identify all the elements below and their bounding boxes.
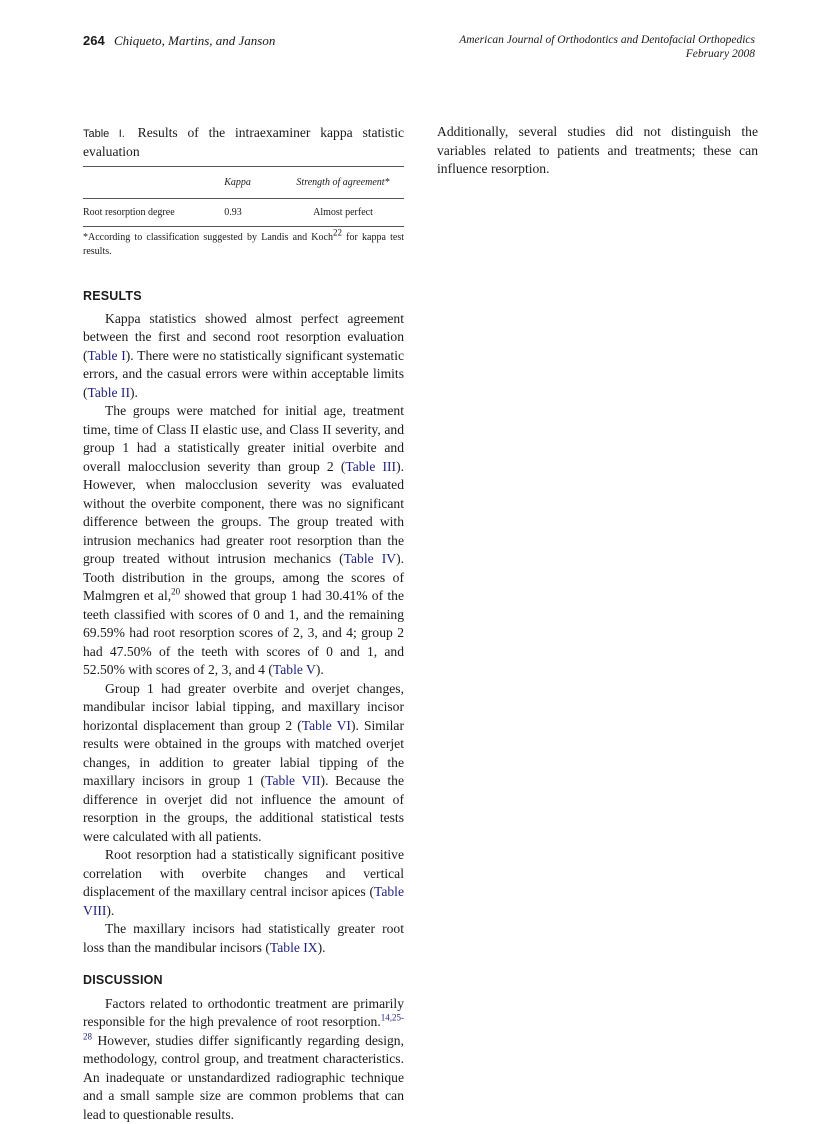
running-header [83, 33, 755, 73]
table-row [83, 198, 404, 227]
discussion-paragraph-1-continued [437, 123, 758, 179]
text: Factors related to orthodontic treatment are primarily responsible for the high prevalence of root resorption. [83, 996, 404, 1030]
issue-date: February 2008 [459, 47, 755, 61]
results-paragraph-3 [83, 680, 404, 847]
text: ). There were no statistically significant systematic errors, and the casual errors were within acceptable limits ( [83, 348, 404, 400]
table-link[interactable]: Table II [88, 385, 130, 400]
header-authors: Chiqueto, Martins, and Janson [114, 33, 275, 48]
journal-name: American Journal of Orthodontics and Dentofacial Orthopedics [459, 33, 755, 47]
footnote-text-end: for kappa test results. [83, 232, 404, 257]
text: Kappa statistics showed almost perfect agreement between the first and second root resorption evaluation ( [83, 311, 404, 363]
text: ). [316, 662, 324, 677]
table-1 [83, 166, 404, 227]
text: The groups were matched for initial age, treatment time, time of Class II elastic use, and Class II severity, and group 1 had a statistically greater initial overbite and overall malocclusion severity than group 2 ( [83, 403, 404, 474]
header-left [83, 33, 275, 49]
table-1-label: Table I. [83, 128, 125, 140]
table-link[interactable]: Table VII [265, 773, 320, 788]
left-column [83, 124, 404, 1124]
results-paragraph-5 [83, 920, 404, 957]
column-header-strength: Strength of agreement* [282, 167, 404, 199]
text: However, studies differ significantly regarding design, methodology, control group, and treatment characteristics. An inadequate or unstandardized radiographic technique and a small sample size are common problems that can lead to questionable results. [83, 1033, 404, 1122]
discussion-paragraph-1-start [83, 995, 404, 1124]
page-number: 264 [83, 33, 105, 48]
section-heading-results: RESULTS [83, 287, 404, 306]
results-paragraph-2 [83, 402, 404, 680]
strength-value: Almost perfect [282, 198, 404, 227]
footnote-ref: 22 [333, 228, 342, 238]
text: ). However, when malocclusion severity was evaluated without the overbite component, there was no significant difference between the groups. The group treated with intrusion mechanics had greater root resorption than the group treated without intrusion mechanics ( [83, 459, 404, 567]
text: showed that group 1 had 30.41% of the teeth classified with scores of 0 and 1, and the remaining 69.59% had root resorption scores of 2, 3, and 4; group 2 had 47.50% of the teeth with scores of 0 and 1, and 52.50% with scores of 2, 3, and 4 ( [83, 588, 404, 677]
column-header-kappa: Kappa [224, 167, 282, 199]
header-right [459, 33, 755, 61]
table-link[interactable]: Table IX [270, 940, 318, 955]
citation-link[interactable]: 14,25-28 [83, 1012, 404, 1041]
table-1-title: Results of the intraexaminer kappa statistic evaluation [83, 125, 404, 159]
text: ). Similar results were obtained in the groups with matched overjet changes, in addition to greater labial tipping of the maxillary incisors in group 1 ( [83, 718, 404, 789]
table-1-caption [83, 124, 404, 160]
text: ). [130, 385, 138, 400]
table-link[interactable]: Table V [273, 662, 316, 677]
text: ). Tooth distribution in the groups, among the scores of Malmgren et al, [83, 551, 404, 603]
table-link[interactable]: Table IV [344, 551, 396, 566]
section-heading-discussion: DISCUSSION [83, 971, 404, 990]
right-column [437, 123, 758, 179]
table-link[interactable]: Table I [88, 348, 126, 363]
table-link[interactable]: Table VI [302, 718, 351, 733]
table-link[interactable]: Table III [345, 459, 396, 474]
text: Additionally, several studies did not distinguish the variables related to patients and treatments; these can influence resorption. [437, 124, 758, 176]
text: ). Because the difference in overjet did not influence the amount of resorption in the groups, the additional statistical tests were calculated with all patients. [83, 773, 404, 844]
table-1-footnote [83, 231, 404, 258]
text: The maxillary incisors had statistically greater root loss than the mandibular incisors ( [83, 921, 404, 955]
text: Root resorption had a statistically significant positive correlation with overbite changes and vertical displacement of the maxillary central incisor apices ( [83, 847, 404, 899]
kappa-value: 0.93 [224, 198, 282, 227]
citation-ref: 20 [171, 586, 180, 596]
text: ). [318, 940, 326, 955]
results-paragraph-1 [83, 310, 404, 403]
table-link[interactable]: Table VIII [83, 884, 404, 918]
table-header-row [83, 167, 404, 199]
row-label: Root resorption degree [83, 198, 224, 227]
text: ). [106, 903, 114, 918]
text: Group 1 had greater overbite and overjet changes, mandibular incisor labial tipping, and maxillary incisor horizontal displacement than group 2 ( [83, 681, 404, 733]
footnote-text: *According to classification suggested by Landis and Koch [83, 232, 333, 243]
results-paragraph-4 [83, 846, 404, 920]
column-header-blank [83, 167, 224, 199]
